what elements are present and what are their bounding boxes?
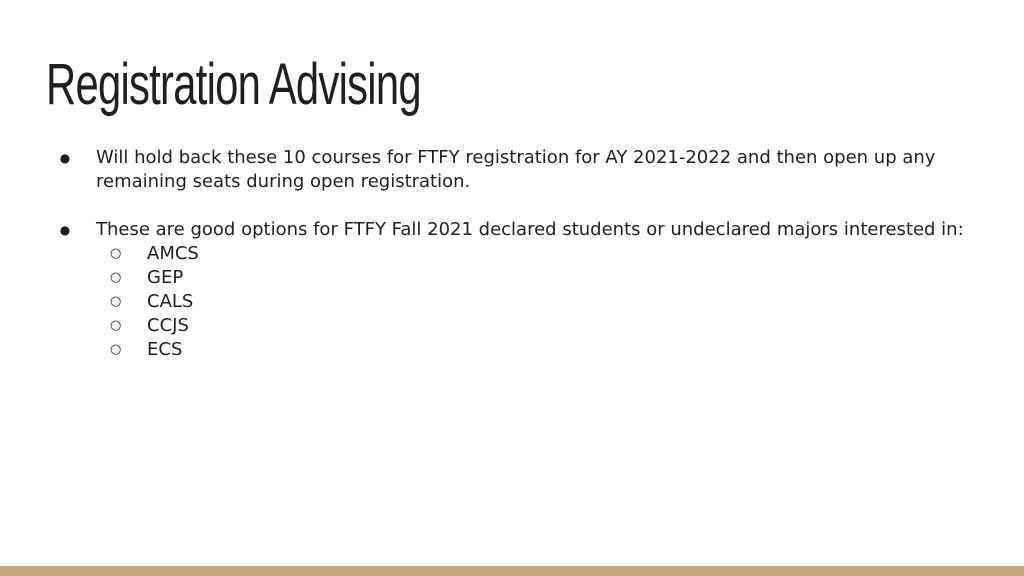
- sub-bullet-marker: ○: [110, 246, 122, 261]
- bullet-text: Will hold back these 10 courses for FTFY registration for AY 2021-2022 and then open up any remaining seats during open registration.: [96, 147, 936, 192]
- bullet-item: [0, 218, 966, 362]
- sub-bullet-text: AMCS: [147, 243, 199, 264]
- sub-bullet-item-amcs: [96, 242, 966, 266]
- bullet-item: [0, 146, 966, 194]
- slide-body: [0, 146, 1024, 362]
- sub-bullet-item-cals: [96, 290, 966, 314]
- bullet-text: These are good options for FTFY Fall 2021 declared students or undeclared majors interested in:: [96, 219, 964, 240]
- sub-bullet-list: [96, 242, 966, 362]
- sub-bullet-text: ECS: [147, 339, 183, 360]
- sub-bullet-marker: ○: [110, 294, 122, 309]
- sub-bullet-text: GEP: [147, 267, 184, 288]
- sub-bullet-marker: ○: [110, 270, 122, 285]
- footer-accent-bar: [0, 566, 1024, 576]
- sub-bullet-text: CALS: [147, 291, 194, 312]
- sub-bullet-marker: ○: [110, 342, 122, 357]
- sub-bullet-marker: ○: [110, 318, 122, 333]
- bullet-marker: ●: [59, 151, 71, 165]
- sub-bullet-item-ccjs: [96, 314, 966, 338]
- bullet-marker: ●: [59, 223, 71, 237]
- sub-bullet-item-gep: [96, 266, 966, 290]
- sub-bullet-text: CCJS: [147, 315, 189, 336]
- slide-title: Registration Advising: [46, 52, 421, 117]
- sub-bullet-item-ecs: [96, 338, 966, 362]
